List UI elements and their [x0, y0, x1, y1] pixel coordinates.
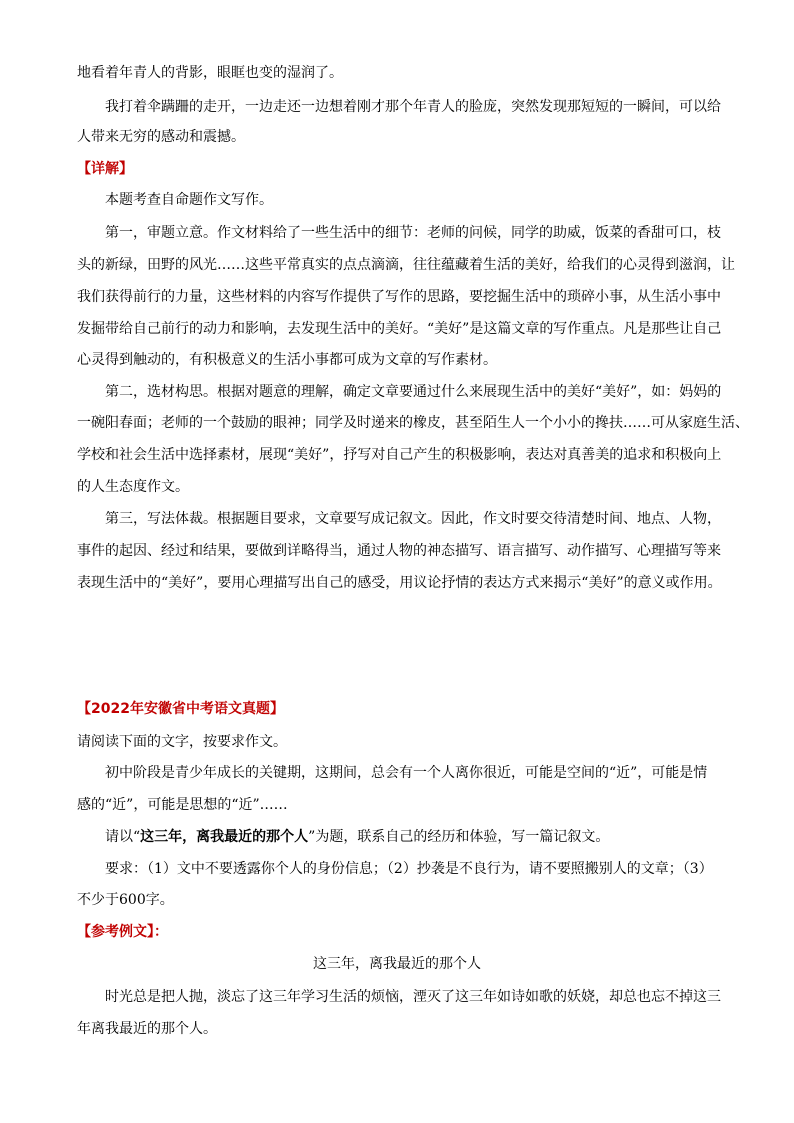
task-prefix: 请以“ — [105, 829, 141, 845]
paragraph-line: 表现生活中的“美好”，要用心理描写出自己的感受，用议论抒情的表达方式来揭示“美好”的意义或作用。 — [77, 575, 722, 591]
paragraph-line: 学校和社会生活中选择素材，展现“美好”，抒写对自己产生的积极影响，表达对真善美的追求和积极向上 — [77, 447, 722, 463]
requirement-line: 要求：（1）文中不要透露你个人的身份信息；（2）抄袭是不良行为，请不要照搬别人的文章；（3） — [105, 861, 713, 877]
paragraph-line: 第二，选材构思。根据对题意的理解，确定文章要通过什么来展现生活中的美好“美好”，如：妈妈的 — [105, 384, 722, 400]
paragraph-line: 我们获得前行的力量，这些材料的内容写作提供了写作的思路，要挖掘生活中的琐碎小事，从生活小事中 — [77, 289, 721, 305]
paragraph-line: 人带来无穷的感动和震撼。 — [77, 129, 245, 145]
paragraph-line: 本题考查自命题作文写作。 — [105, 192, 273, 208]
material-line: 初中阶段是青少年成长的关键期，这期间，总会有一个人离你很近，可能是空间的“近”，可能是情 — [105, 765, 708, 781]
task-line — [105, 828, 609, 846]
task-title: 这三年，离我最近的那个人 — [140, 829, 309, 845]
paragraph-line: 的人生态度作文。 — [77, 479, 189, 495]
essay-title — [0, 955, 794, 973]
exam-heading: 【2022年安徽省中考语文真题】 — [77, 701, 284, 717]
paragraph-line: 事件的起因、经过和结果，要做到详略得当，通过人物的神态描写、语言描写、动作描写、心理描写等来 — [77, 543, 721, 559]
requirement-line: 不少于600字。 — [77, 892, 174, 908]
detail-heading: 【详解】 — [77, 161, 133, 177]
material-line: 感的“近”，可能是思想的“近”…… — [77, 797, 288, 813]
essay-title-text: 这三年，离我最近的那个人 — [313, 956, 481, 972]
paragraph-line: 我打着伞蹒跚的走开，一边走还一边想着刚才那个年青人的脸庞，突然发现那短短的一瞬间，可以给 — [105, 99, 721, 115]
task-suffix: ”为题，联系自己的经历和体验，写一篇记叙文。 — [308, 829, 610, 845]
reference-heading: 【参考例文】： — [77, 924, 168, 940]
paragraph-line: 一碗阳春面；老师的一个鼓励的眼神；同学及时递来的橡皮，甚至陌生人一个小小的搀扶……可从家庭生活、 — [77, 415, 749, 431]
paragraph-tail: 地看着年青人的背影，眼眶也变的湿润了。 — [77, 65, 343, 81]
paragraph-line: 心灵得到触动的，有积极意义的生活小事都可成为文章的写作素材。 — [77, 352, 497, 368]
instruction-line: 请阅读下面的文字，按要求作文。 — [77, 734, 287, 750]
paragraph-line: 第一，审题立意。作文材料给了一些生活中的细节：老师的问候，同学的助威，饭菜的香甜可口，枝 — [105, 225, 721, 241]
essay-line: 时光总是把人抛，淡忘了这三年学习生活的烦恼，湮灭了这三年如诗如歌的妖娆，却总也忘不掉这三 — [105, 989, 721, 1005]
paragraph-line: 第三，写法体裁。根据题目要求，文章要写成记叙文。因此，作文时要交待清楚时间、地点、人物， — [105, 511, 721, 527]
paragraph-line: 发掘带给自己前行的动力和影响，去发现生活中的美好。“美好”是这篇文章的写作重点。凡是那些让自己 — [77, 321, 722, 337]
paragraph-line: 头的新绿，田野的风光……这些平常真实的点点滴滴，往往蕴藏着生活的美好，给我们的心灵得到滋润，让 — [77, 257, 735, 273]
essay-line: 年离我最近的那个人。 — [77, 1021, 217, 1037]
